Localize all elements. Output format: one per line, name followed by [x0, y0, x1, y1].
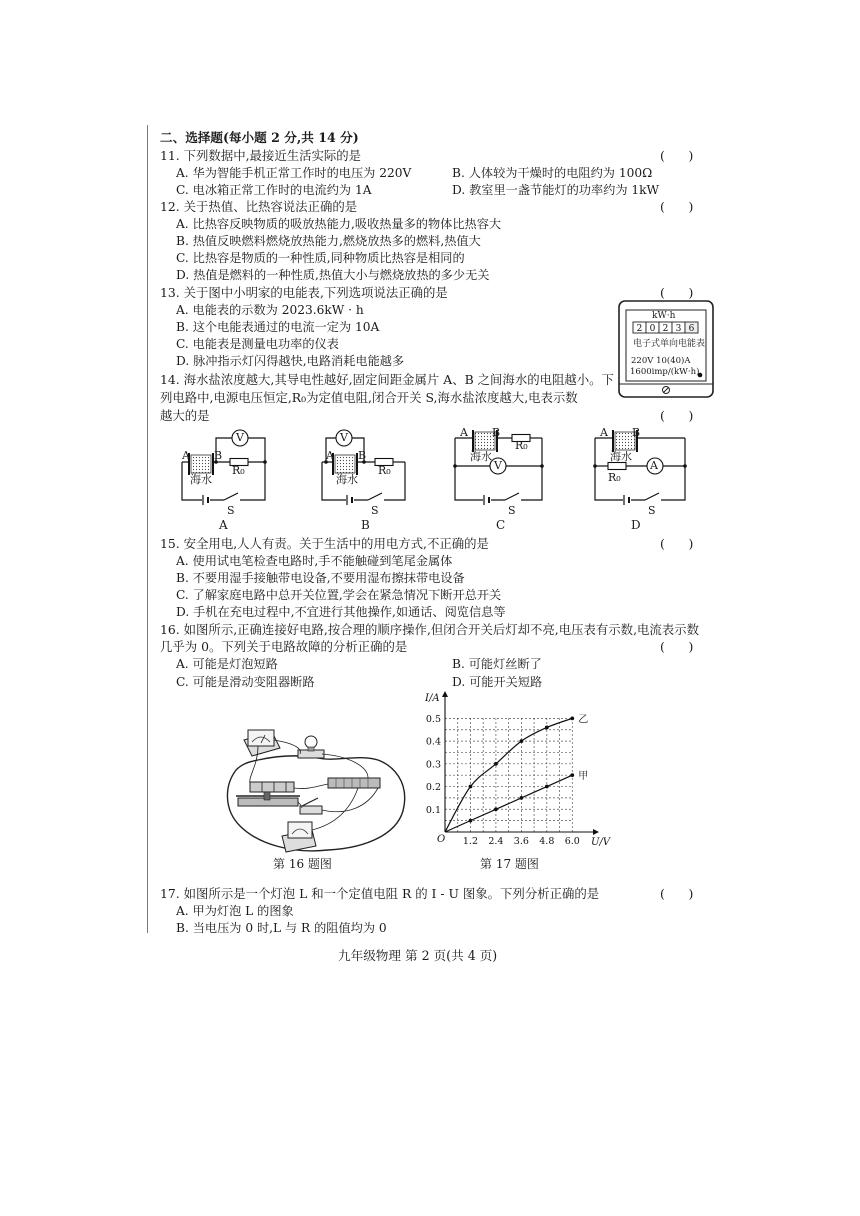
series-point — [545, 726, 549, 730]
meter-digit — [659, 322, 672, 334]
x-axis-arrow-icon — [593, 829, 599, 835]
electric-meter-figure — [618, 300, 714, 398]
series-point — [469, 785, 473, 789]
series-yi — [445, 713, 588, 832]
q14-stem-line1: 14. 海水盐浓度越大,其导电性越好,固定间距金属片 A、B 之间海水的电阻越小。下 — [160, 372, 614, 387]
q13-option-c: C. 电能表是测量电功率的仪表 — [176, 337, 339, 351]
circuit-c-plate-b-label: B — [492, 426, 501, 439]
q15-answer-bracket: ( ) — [660, 536, 694, 551]
x-tick-label: 2.4 — [488, 836, 504, 847]
origin-label: O — [437, 834, 446, 845]
q12-option-d: D. 热值是燃料的一种性质,热值大小与燃烧放热的多少无关 — [176, 268, 490, 282]
circuit-a-r0-label: R₀ — [232, 464, 245, 477]
chart-series — [445, 713, 588, 832]
series-name-label: 乙 — [578, 714, 589, 726]
q13-option-a: A. 电能表的示数为 2023.6kW · h — [176, 303, 364, 317]
q11-option-a: A. 华为智能手机正常工作时的电压为 220V — [176, 166, 412, 180]
q12-stem: 12. 关于热值、比热容说法正确的是 — [160, 199, 358, 214]
q12-option-c: C. 比热容是物质的一种性质,同种物质比热容是相同的 — [176, 251, 465, 265]
q12-answer-bracket: ( ) — [660, 199, 694, 214]
circuit-b-plate-b-label: B — [358, 449, 367, 462]
y-tick-label: 0.1 — [425, 804, 441, 816]
section-title: 二、选择题(每小题 2 分,共 14 分) — [160, 130, 359, 145]
q16-stem-line1: 16. 如图所示,正确连接好电路,按合理的顺序操作,但闭合开关后灯却不亮,电压表有示数,电流表示数 — [160, 622, 699, 637]
meter-digit-text: 6 — [688, 324, 695, 334]
x-tick-label: 1.2 — [462, 836, 479, 847]
q16-answer-bracket: ( ) — [660, 639, 694, 654]
q13-answer-bracket: ( ) — [660, 285, 694, 300]
q13-option-d: D. 脉冲指示灯闪得越快,电路消耗电能越多 — [176, 354, 405, 368]
q17-iu-chart — [415, 692, 611, 860]
meter-digit — [646, 322, 659, 334]
q15-option-c: C. 了解家庭电路中总开关位置,学会在紧急情况下断开总开关 — [176, 588, 502, 602]
rheostat-coil-icon — [328, 778, 380, 788]
q13-stem: 13. 关于图中小明家的电能表,下列选项说法正确的是 — [160, 285, 448, 300]
meter-digit — [633, 322, 646, 334]
circuit-a-voltmeter-label: V — [236, 431, 244, 444]
series-jia — [445, 770, 588, 832]
circuit-b-seawater-container — [335, 455, 355, 473]
chart-grid — [445, 718, 572, 832]
circuit-c-voltmeter-label: V — [494, 459, 502, 472]
series-point — [519, 796, 523, 800]
series-point — [519, 739, 523, 743]
circuit-d-ammeter-label: A — [650, 459, 658, 472]
circuit-a-option-label: A — [219, 518, 228, 532]
q14-circuit-diagrams — [150, 420, 710, 535]
y-tick-label: 0.5 — [425, 713, 441, 725]
q15-option-a: A. 使用试电笔检查电路时,手不能触碰到笔尾金属体 — [176, 554, 453, 568]
meter-digit-text: 0 — [649, 324, 656, 334]
q17-figure-caption: 第 17 题图 — [480, 857, 539, 871]
series-point — [570, 716, 574, 720]
circuit-d-plate-b-label: B — [632, 426, 641, 439]
chart-axes — [442, 691, 599, 835]
x-tick-label: 6.0 — [564, 836, 580, 847]
circuit-d-switch-label: S — [648, 504, 656, 517]
circuit-a — [182, 430, 267, 505]
circuit-a-seawater-label: 海水 — [190, 473, 212, 486]
circuit-c-r0-label: R₀ — [515, 439, 528, 452]
q11-option-b: B. 人体较为干燥时的电阻约为 100Ω — [452, 166, 653, 180]
q12-option-b: B. 热值反映燃料燃烧放热能力,燃烧放热多的燃料,热值大 — [176, 234, 481, 248]
circuit-b-option-label: B — [361, 518, 370, 532]
meter-digit — [685, 322, 698, 334]
q17-answer-bracket: ( ) — [660, 886, 694, 901]
circuit-b-voltmeter-label: V — [340, 431, 348, 444]
q17-option-b: B. 当电压为 0 时,L 与 R 的阻值均为 0 — [176, 921, 387, 935]
circuit-a-seawater-container — [191, 455, 211, 473]
circuit-b-r0-label: R₀ — [378, 464, 391, 477]
q11-answer-bracket: ( ) — [660, 148, 694, 163]
circuit-c-switch-label: S — [508, 504, 516, 517]
q15-stem: 15. 安全用电,人人有责。关于生活中的用电方式,不正确的是 — [160, 536, 489, 551]
q14-stem-line3: 越大的是 — [160, 408, 210, 423]
q16-option-d: D. 可能开关短路 — [452, 675, 543, 689]
circuit-d — [593, 430, 687, 505]
y-axis-label: I/A — [425, 693, 440, 704]
q16-stem-line2: 几乎为 0。下列关于电路故障的分析正确的是 — [160, 639, 408, 654]
circuit-d-r0-resistor — [608, 463, 626, 470]
circuit-c-plate-a-label: A — [460, 426, 468, 439]
meter-digit-text: 3 — [675, 324, 682, 334]
q17-stem: 17. 如图所示是一个灯泡 L 和一个定值电阻 R 的 I - U 图象。下列分析正确的是 — [160, 886, 600, 901]
q16-option-b: B. 可能灯丝断了 — [452, 657, 542, 671]
meter-digit — [672, 322, 685, 334]
q16-option-a: A. 可能是灯泡短路 — [176, 657, 278, 671]
q11-option-c: C. 电冰箱正常工作时的电流约为 1A — [176, 183, 372, 197]
meter-unit: kW·h — [652, 311, 676, 321]
q11-option-d: D. 教室里一盏节能灯的功率约为 1kW — [452, 183, 660, 197]
circuit-d-seawater-label: 海水 — [610, 450, 632, 463]
circuit-d-plate-a-label: A — [600, 426, 608, 439]
series-point — [469, 819, 473, 823]
q16-figure-caption: 第 16 题图 — [273, 857, 332, 871]
q13-option-b: B. 这个电能表通过的电流一定为 10A — [176, 320, 380, 334]
meter-digit-text: 2 — [636, 324, 643, 334]
y-tick-label: 0.3 — [425, 759, 441, 771]
q16-apparatus-illustration — [218, 726, 410, 858]
circuit-c-seawater-label: 海水 — [470, 450, 492, 463]
y-axis-arrow-icon — [442, 691, 448, 697]
circuit-b-seawater-label: 海水 — [336, 473, 358, 486]
meter-spec-imp: 1600imp/(kW·h) — [630, 367, 700, 377]
circuit-a-switch-label: S — [227, 504, 235, 517]
meter-name: 电子式单向电能表 — [633, 339, 706, 349]
q15-option-b: B. 不要用湿手接触带电设备,不要用湿布擦抹带电设备 — [176, 571, 465, 585]
meter-digit-text: 2 — [662, 324, 669, 334]
circuit-c-option-label: C — [496, 518, 506, 532]
q16-option-c: C. 可能是滑动变阻器断路 — [176, 675, 315, 689]
page-footer: 九年级物理 第 2 页(共 4 页) — [338, 948, 498, 963]
battery-pack-icon — [250, 782, 294, 792]
series-point — [494, 762, 498, 766]
q17-option-a: A. 甲为灯泡 L 的图象 — [176, 904, 294, 918]
x-axis-label: U/V — [591, 837, 611, 848]
q11-stem: 11. 下列数据中,最接近生活实际的是 — [160, 148, 362, 163]
circuit-d-option-label: D — [631, 518, 641, 532]
q14-answer-bracket: ( ) — [660, 408, 694, 423]
circuit-a-plate-a-label: A — [182, 449, 190, 462]
voltmeter-device-icon — [244, 730, 280, 756]
q15-option-d: D. 手机在充电过程中,不宜进行其他操作,如通话、阅览信息等 — [176, 605, 506, 619]
q12-option-a: A. 比热容反映物质的吸放热能力,吸收热量多的物体比热容大 — [176, 217, 502, 231]
series-point — [545, 785, 549, 789]
circuit-d-r0-label: R₀ — [608, 471, 621, 484]
circuit-b-switch-label: S — [371, 504, 379, 517]
y-tick-label: 0.4 — [425, 736, 441, 748]
meter-digit-boxes — [633, 322, 698, 334]
circuit-a-plate-b-label: B — [214, 449, 223, 462]
margin-line — [147, 125, 148, 933]
light-bulb-icon — [298, 736, 324, 758]
series-point — [494, 807, 498, 811]
circuit-b — [322, 430, 405, 505]
circuit-b-plate-a-label: A — [326, 449, 334, 462]
x-tick-label: 4.8 — [539, 836, 555, 847]
q14-stem-line2: 列电路中,电源电压恒定,R₀为定值电阻,闭合开关 S,海水盐浓度越大,电表示数 — [160, 390, 578, 405]
series-point — [570, 773, 574, 777]
x-tick-label: 3.6 — [513, 836, 529, 847]
y-tick-label: 0.2 — [425, 782, 441, 794]
series-name-label: 甲 — [578, 771, 589, 783]
meter-spec-voltage-current: 220V 10(40)A — [631, 356, 691, 366]
